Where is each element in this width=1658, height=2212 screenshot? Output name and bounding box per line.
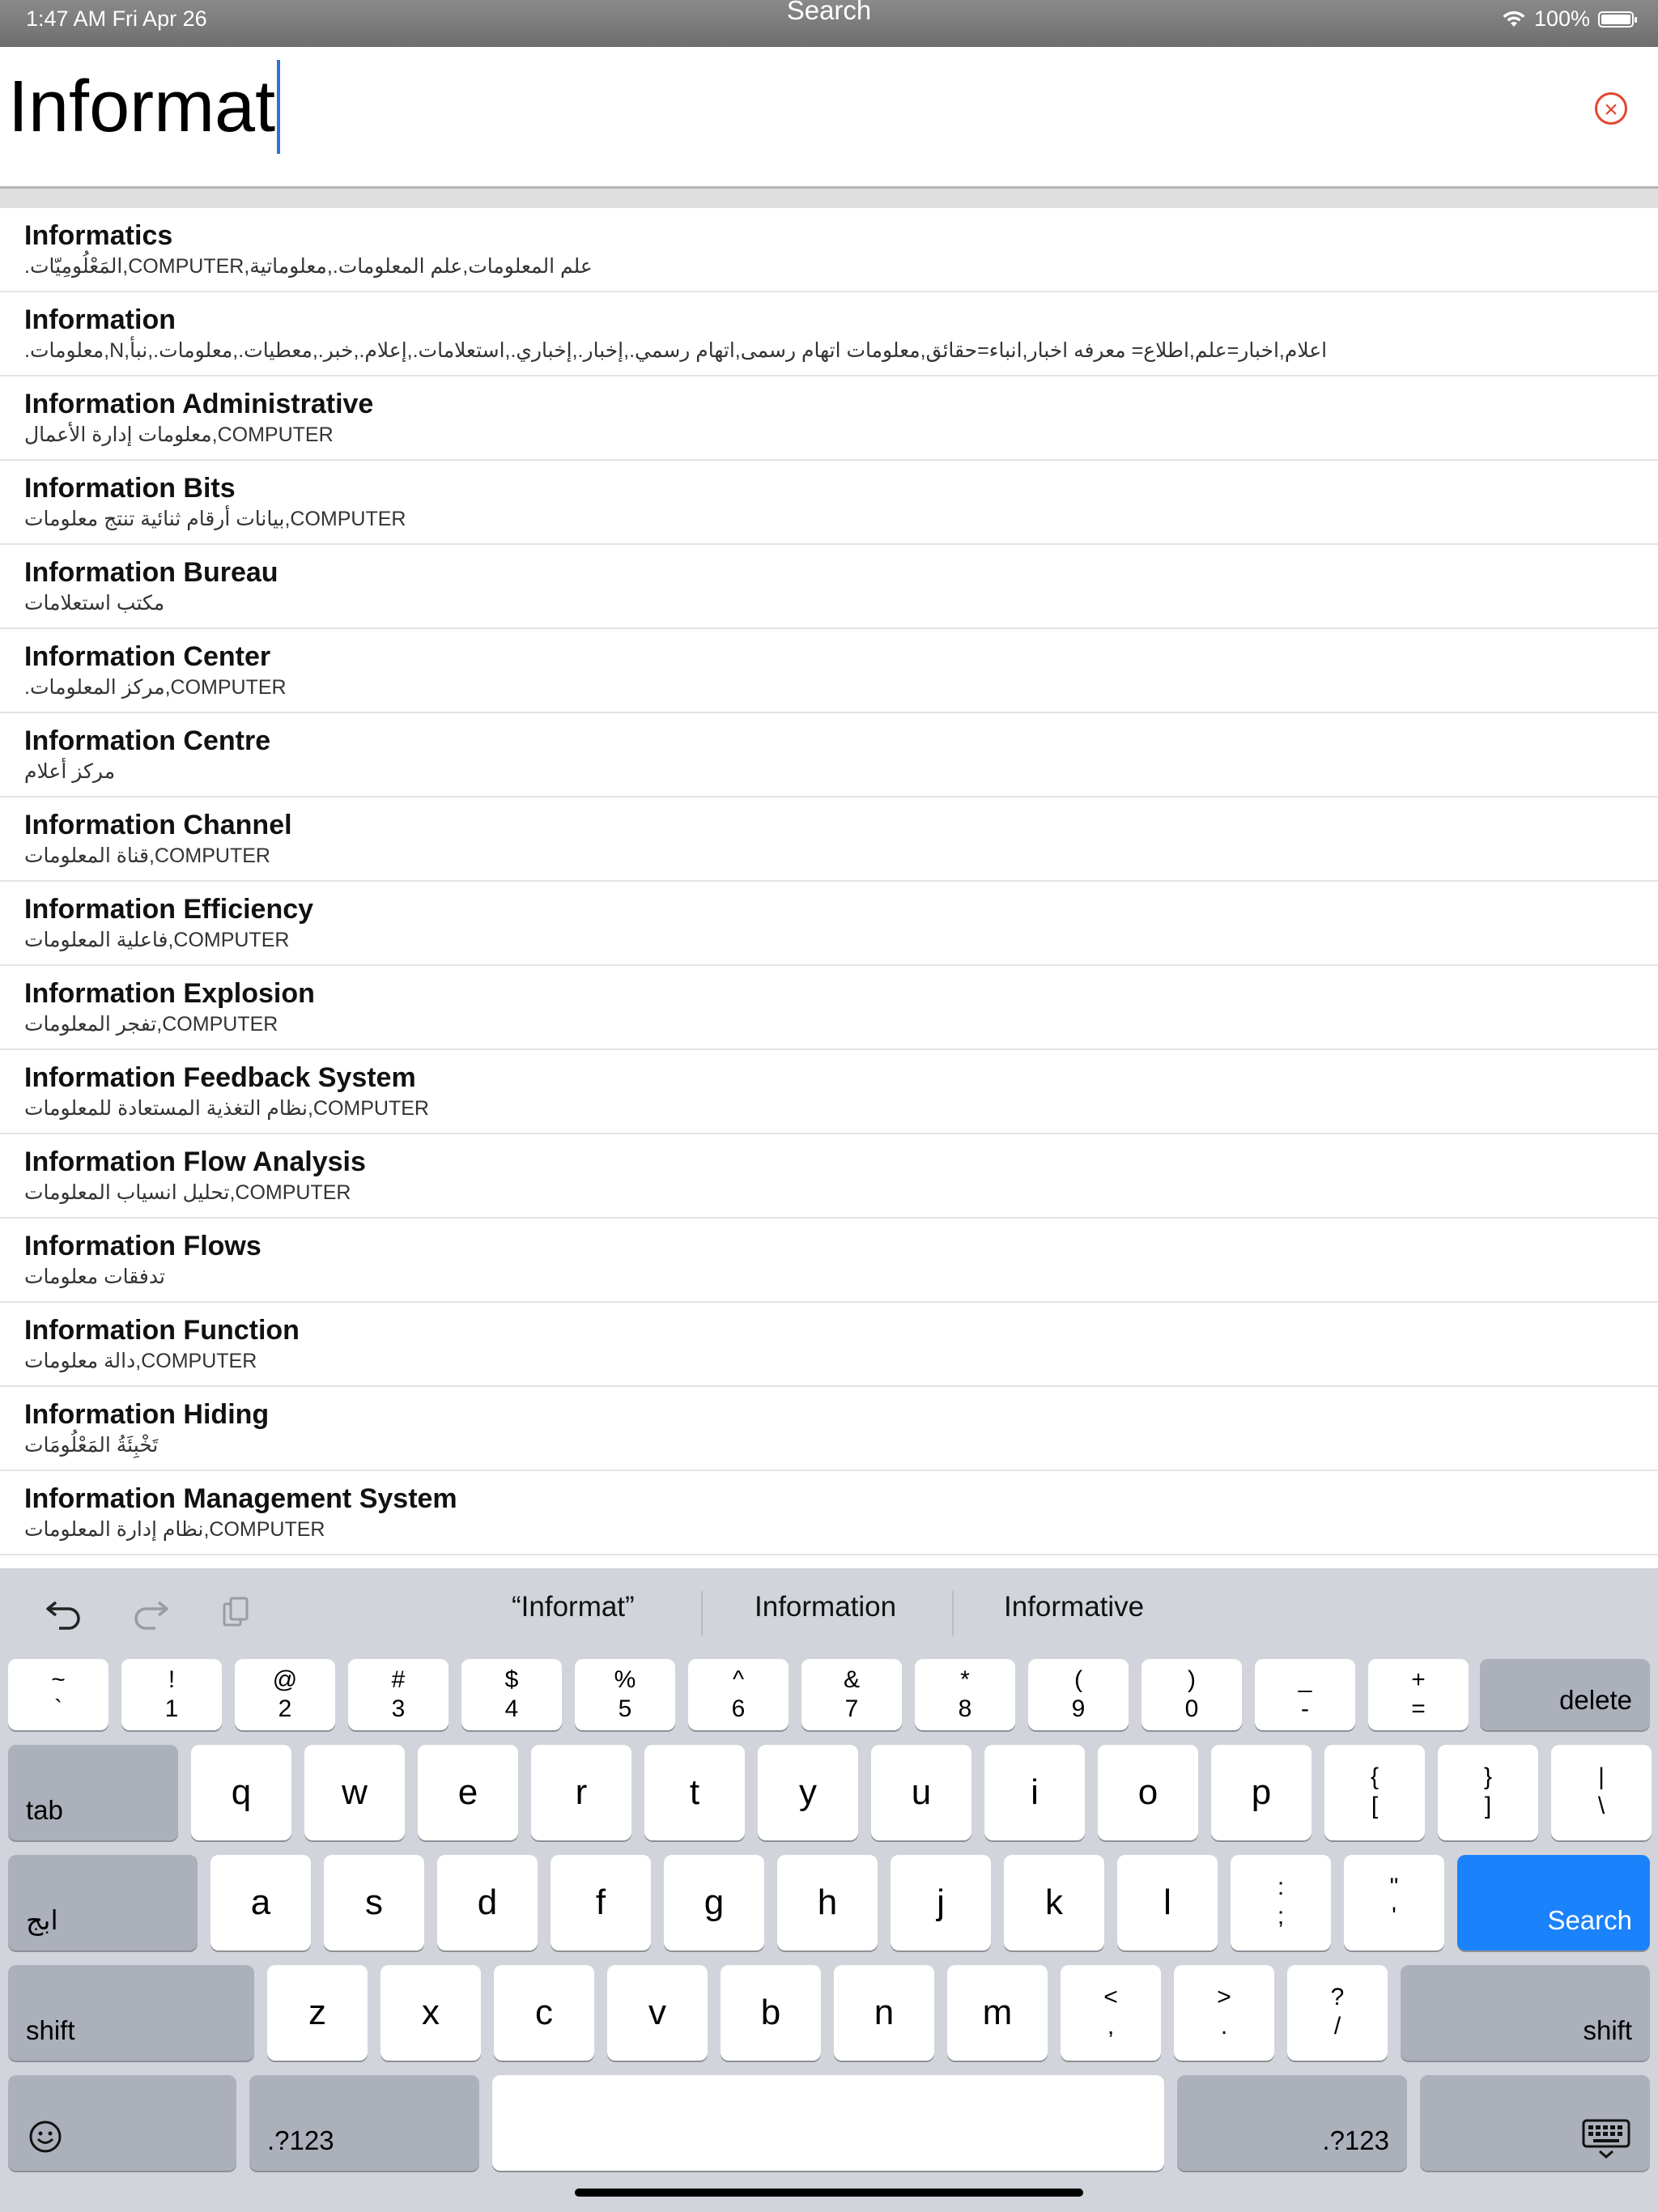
key-9[interactable] <box>1028 1659 1129 1730</box>
key-shift-label: ~ <box>51 1666 66 1693</box>
key-shift-label: : <box>1277 1874 1285 1900</box>
result-row[interactable] <box>0 882 1658 966</box>
key-label-pair <box>1061 1965 1161 2041</box>
key-label: u <box>911 1772 932 1812</box>
key-label: l <box>1163 1882 1171 1922</box>
key-base-label: 0 <box>1184 1695 1199 1722</box>
key-base-label: [ <box>1371 1793 1379 1819</box>
suggestion-2[interactable]: Information <box>755 1591 897 1623</box>
result-translation: مركز أعلام <box>24 760 116 783</box>
status-right <box>1502 6 1634 32</box>
result-translation: COMPUTER,تحليل انسياب المعلومات <box>24 1181 351 1204</box>
numbers-right-key[interactable] <box>1177 2075 1407 2171</box>
result-row[interactable] <box>0 1387 1658 1471</box>
key-base-label: = <box>1411 1695 1426 1722</box>
undo-icon[interactable] <box>45 1597 83 1630</box>
key-base-label: 9 <box>1071 1695 1086 1722</box>
result-term: Information Function <box>24 1315 300 1346</box>
keyboard-toolbar <box>0 1568 1658 1649</box>
key-label: t <box>689 1772 700 1812</box>
key-v[interactable] <box>607 1965 708 2061</box>
keyboard <box>0 1568 1658 2212</box>
result-translation: COMPUTER,نظام إدارة المعلومات <box>24 1518 325 1541</box>
key-m[interactable] <box>947 1965 1048 2061</box>
key-label: h <box>817 1882 838 1922</box>
key-label: n <box>874 1993 895 2032</box>
key-base-label: 2 <box>278 1695 292 1722</box>
key-shift-label: % <box>614 1666 636 1693</box>
result-term: Information Feedback System <box>24 1062 416 1093</box>
result-translation-wrap <box>24 925 1658 955</box>
key-label: c <box>535 1993 553 2032</box>
key-base-label: 8 <box>958 1695 972 1722</box>
result-translation: مكتب استعلامات <box>24 592 165 615</box>
result-row[interactable] <box>0 1471 1658 1555</box>
result-term: Information <box>24 304 176 335</box>
result-translation-wrap <box>24 1094 1658 1123</box>
tab-key[interactable] <box>8 1745 178 1840</box>
suggestion-divider <box>952 1591 954 1636</box>
key-shift-label: " <box>1389 1874 1399 1900</box>
key-8[interactable] <box>915 1659 1015 1730</box>
key-base-label: . <box>1220 2013 1228 2040</box>
key-11[interactable] <box>1255 1659 1355 1730</box>
result-translation-wrap <box>24 336 1658 365</box>
key-label: d <box>477 1882 498 1922</box>
search-input-text: Informat <box>8 66 276 147</box>
key-shift-label: ) <box>1188 1666 1196 1693</box>
suggestion-3[interactable]: Informative <box>1004 1591 1145 1623</box>
key-base-label: \ <box>1597 1793 1605 1819</box>
key-5[interactable] <box>575 1659 675 1730</box>
key-x[interactable] <box>380 1965 481 2061</box>
key-j[interactable] <box>891 1855 991 1950</box>
key-base-label: 7 <box>844 1695 859 1722</box>
result-translation-wrap <box>24 420 1658 449</box>
key-p[interactable] <box>1211 1745 1312 1840</box>
key-1[interactable] <box>121 1659 222 1730</box>
key-0[interactable] <box>8 1659 108 1730</box>
result-row[interactable] <box>0 713 1658 798</box>
key-shift-label: @ <box>272 1666 298 1693</box>
key-12[interactable] <box>1368 1659 1469 1730</box>
key-label-pair <box>348 1659 449 1724</box>
key-shift-label: { <box>1370 1763 1380 1790</box>
results-list <box>0 208 1658 1568</box>
result-term: Information Bureau <box>24 557 278 588</box>
screen-title: Search <box>786 0 872 25</box>
key-shift-label: # <box>391 1666 406 1693</box>
result-term: Information Administrative <box>24 389 374 419</box>
key-k[interactable] <box>1004 1855 1104 1950</box>
key-label-pair <box>575 1659 675 1724</box>
result-translation-wrap <box>24 589 1658 618</box>
result-translation-wrap <box>24 252 1658 281</box>
key-s[interactable] <box>324 1855 424 1950</box>
battery-percent: 100% <box>1533 6 1590 31</box>
key-shift-label: ^ <box>732 1666 745 1693</box>
search-key[interactable] <box>1457 1855 1650 1950</box>
key-i[interactable] <box>984 1745 1085 1840</box>
key-symbol[interactable] <box>1551 1745 1652 1840</box>
key-t[interactable] <box>644 1745 745 1840</box>
emoji-key[interactable] <box>8 2075 236 2171</box>
key-b[interactable] <box>721 1965 821 2061</box>
key-label: j <box>937 1882 945 1922</box>
result-row[interactable] <box>0 376 1658 461</box>
numbers-left-key[interactable] <box>249 2075 479 2171</box>
key-shift-label: * <box>960 1666 970 1693</box>
key-a[interactable] <box>210 1855 311 1950</box>
results-separator <box>0 189 1658 208</box>
result-translation-wrap <box>24 504 1658 534</box>
key-base-label: 4 <box>504 1695 519 1722</box>
key-base-label: ; <box>1277 1903 1285 1929</box>
battery-icon <box>1598 11 1634 28</box>
result-term: Information Explosion <box>24 978 315 1009</box>
keyboard-hide-icon <box>1582 2119 1630 2161</box>
wifi-icon <box>1502 11 1526 28</box>
result-translation-wrap <box>24 1515 1658 1544</box>
key-label: ابج <box>26 1905 58 1935</box>
status-time: 1:47 AM Fri Apr 26 <box>26 6 207 31</box>
key-label: shift <box>1583 2015 1632 2045</box>
result-term: Information Centre <box>24 725 271 756</box>
key-label: m <box>982 1993 1013 2032</box>
result-term: Information Hiding <box>24 1399 270 1430</box>
result-translation: COMPUTER,بيانات أرقام ثنائية تنتج معلومات <box>24 508 406 530</box>
key-label: .?123 <box>267 2125 334 2155</box>
key-shift-label: _ <box>1298 1666 1312 1693</box>
key-label: tab <box>26 1795 63 1825</box>
key-label-pair <box>121 1659 222 1724</box>
result-translation: COMPUTER,تفجر المعلومات <box>24 1013 278 1036</box>
key-symbol[interactable] <box>1438 1745 1538 1840</box>
result-translation: COMPUTER,معلومات إدارة الأعمال <box>24 423 334 446</box>
key-2[interactable] <box>235 1659 335 1730</box>
key-3[interactable] <box>348 1659 449 1730</box>
result-translation: تدفقات معلومات <box>24 1266 165 1288</box>
key-label-pair <box>8 1659 108 1724</box>
key-label: g <box>704 1882 725 1922</box>
key-base-label: - <box>1301 1695 1309 1722</box>
result-row[interactable] <box>0 545 1658 629</box>
result-term: Information Center <box>24 641 271 672</box>
key-shift-label: ! <box>168 1666 176 1693</box>
result-translation-wrap <box>24 757 1658 786</box>
result-translation: تَخْبِئَةُ المَعْلُومَات <box>24 1434 159 1457</box>
key-label-pair <box>235 1659 335 1724</box>
hide-keyboard-key[interactable] <box>1420 2075 1650 2171</box>
result-term: Information Bits <box>24 473 236 504</box>
paste-icon[interactable] <box>222 1596 251 1628</box>
key-label: z <box>308 1993 326 2032</box>
result-translation: علم المعلومات,علم المعلومات.,معلوماتية,COMPUTER,المَعْلُومِيّات. <box>24 255 593 278</box>
key-base-label: 3 <box>391 1695 406 1722</box>
key-base-label: 5 <box>618 1695 632 1722</box>
result-row[interactable] <box>0 1303 1658 1387</box>
key-label-pair <box>801 1659 902 1724</box>
key-f[interactable] <box>551 1855 651 1950</box>
key-q[interactable] <box>191 1745 291 1840</box>
result-translation: اعلام,اخبار=علم,اطلاع= معرفه اخبار,انباء=حقائق,معلومات اتهام رسمى,اتهام رسمي.,إخبار.,إخباري.,استعلامات.,إعلام.,خبر.,معطيات.,معلومات.,نبأ,N,معلومات. <box>24 339 1328 362</box>
key-base-label: 6 <box>731 1695 746 1722</box>
key-label-pair <box>1231 1855 1331 1931</box>
key-label-pair <box>1028 1659 1129 1724</box>
key-base-label: ' <box>1392 1903 1397 1929</box>
result-row[interactable] <box>0 1050 1658 1134</box>
result-row[interactable] <box>0 1134 1658 1219</box>
key-o[interactable] <box>1098 1745 1198 1840</box>
result-row[interactable] <box>0 461 1658 545</box>
result-row[interactable] <box>0 292 1658 376</box>
key-label-pair <box>1287 1965 1388 2041</box>
key-n[interactable] <box>834 1965 934 2061</box>
key-base-label: ` <box>54 1695 62 1722</box>
key-symbol[interactable] <box>1287 1965 1388 2061</box>
result-translation-wrap <box>24 1010 1658 1039</box>
key-shift-label: | <box>1598 1763 1605 1790</box>
key-4[interactable] <box>461 1659 562 1730</box>
result-translation: COMPUTER,فاعلية المعلومات <box>24 929 290 951</box>
key-base-label: 1 <box>164 1695 179 1722</box>
key-shift-label: & <box>843 1666 860 1693</box>
key-label: r <box>575 1772 588 1812</box>
delete-key[interactable] <box>1480 1659 1650 1730</box>
key-10[interactable] <box>1141 1659 1242 1730</box>
key-d[interactable] <box>437 1855 538 1950</box>
result-row[interactable] <box>0 966 1658 1050</box>
key-shift-label: > <box>1217 1984 1231 2010</box>
key-base-label: / <box>1333 2013 1341 2040</box>
shift-left-key[interactable] <box>8 1965 254 2061</box>
result-row[interactable] <box>0 798 1658 882</box>
key-label: shift <box>26 2015 75 2045</box>
result-term: Information Efficiency <box>24 894 314 925</box>
key-symbol[interactable] <box>1324 1745 1425 1840</box>
key-label: y <box>799 1772 817 1812</box>
key-label: a <box>250 1882 271 1922</box>
result-translation: COMPUTER,قناة المعلومات <box>24 844 270 867</box>
key-shift-label: $ <box>504 1666 519 1693</box>
key-label-pair <box>1255 1659 1355 1724</box>
key-label: e <box>457 1772 478 1812</box>
key-label-pair <box>1324 1745 1425 1821</box>
result-translation: COMPUTER,مركز المعلومات. <box>24 676 287 699</box>
result-translation-wrap <box>24 1262 1658 1291</box>
key-label-pair <box>1141 1659 1242 1724</box>
result-translation: COMPUTER,نظام التغذية المستعادة للمعلومات <box>24 1097 429 1120</box>
key-label: i <box>1031 1772 1039 1812</box>
key-base-label: , <box>1107 2013 1115 2040</box>
key-label: s <box>365 1882 383 1922</box>
key-label-pair <box>1438 1745 1538 1821</box>
key-shift-label: + <box>1411 1666 1426 1693</box>
key-label-pair <box>688 1659 789 1724</box>
key-symbol[interactable] <box>1061 1965 1161 2061</box>
key-symbol[interactable] <box>1231 1855 1331 1950</box>
result-row[interactable] <box>0 208 1658 292</box>
key-u[interactable] <box>871 1745 971 1840</box>
key-label: .?123 <box>1322 2125 1389 2155</box>
key-label: q <box>231 1772 252 1812</box>
key-label: w <box>342 1772 368 1812</box>
text-caret <box>277 60 280 154</box>
result-term: Information Flows <box>24 1231 261 1261</box>
shift-right-key[interactable] <box>1401 1965 1650 2061</box>
key-h[interactable] <box>777 1855 878 1950</box>
key-shift-label: ( <box>1074 1666 1082 1693</box>
key-7[interactable] <box>801 1659 902 1730</box>
result-translation-wrap <box>24 1346 1658 1376</box>
result-term: Information Management System <box>24 1483 457 1514</box>
key-label: k <box>1045 1882 1063 1922</box>
key-label: delete <box>1559 1685 1632 1715</box>
search-input[interactable] <box>8 65 280 159</box>
status-bar <box>0 0 1658 47</box>
key-symbol[interactable] <box>1174 1965 1274 2061</box>
space-key[interactable] <box>492 2075 1164 2171</box>
key-label: Search <box>1547 1905 1632 1935</box>
key-y[interactable] <box>758 1745 858 1840</box>
result-term: Information Channel <box>24 810 292 840</box>
result-translation-wrap <box>24 1431 1658 1460</box>
key-label-pair <box>915 1659 1015 1724</box>
key-g[interactable] <box>664 1855 764 1950</box>
result-translation-wrap <box>24 841 1658 870</box>
result-row[interactable] <box>0 629 1658 713</box>
key-label-pair <box>1344 1855 1444 1931</box>
key-label: v <box>648 1993 666 2032</box>
result-translation: COMPUTER,دالة معلومات <box>24 1350 257 1372</box>
key-w[interactable] <box>304 1745 405 1840</box>
key-e[interactable] <box>418 1745 518 1840</box>
key-c[interactable] <box>494 1965 594 2061</box>
key-shift-label: < <box>1103 1984 1118 2010</box>
key-label: o <box>1137 1772 1158 1812</box>
language-key[interactable] <box>8 1855 198 1950</box>
suggestion-divider <box>701 1591 703 1636</box>
key-l[interactable] <box>1117 1855 1218 1950</box>
key-label: p <box>1251 1772 1272 1812</box>
key-z[interactable] <box>267 1965 368 2061</box>
key-label: x <box>422 1993 440 2032</box>
key-label: b <box>760 1993 781 2032</box>
key-label-pair <box>461 1659 562 1724</box>
result-translation-wrap <box>24 673 1658 702</box>
result-translation-wrap <box>24 1178 1658 1207</box>
result-term: Informatics <box>24 220 173 251</box>
key-symbol[interactable] <box>1344 1855 1444 1950</box>
redo-icon[interactable] <box>131 1597 170 1630</box>
key-r[interactable] <box>531 1745 631 1840</box>
key-label-pair <box>1174 1965 1274 2041</box>
key-label: f <box>595 1882 606 1922</box>
key-label-pair <box>1368 1659 1469 1724</box>
key-base-label: ] <box>1484 1793 1492 1819</box>
result-row[interactable] <box>0 1219 1658 1303</box>
suggestion-1[interactable]: “Informat” <box>512 1591 635 1623</box>
emoji-icon <box>28 2119 63 2155</box>
key-label-pair <box>1551 1745 1652 1821</box>
search-bar <box>0 47 1658 189</box>
key-6[interactable] <box>688 1659 789 1730</box>
key-shift-label: } <box>1483 1763 1493 1790</box>
home-indicator <box>575 2189 1083 2197</box>
clear-icon[interactable]: × <box>1595 92 1627 125</box>
key-shift-label: ? <box>1330 1984 1345 2010</box>
result-term: Information Flow Analysis <box>24 1146 366 1177</box>
